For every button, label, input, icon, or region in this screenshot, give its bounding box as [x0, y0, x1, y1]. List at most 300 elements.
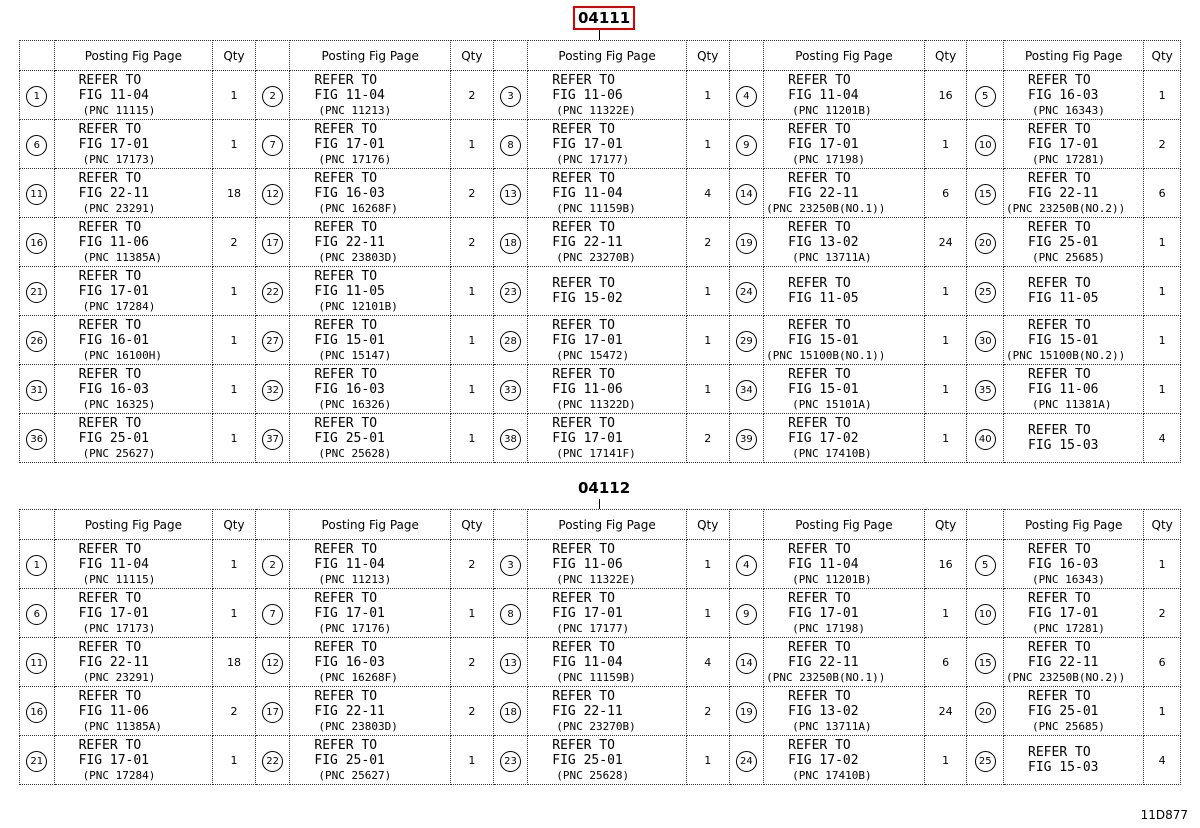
fig-page-text: FIG 17-01: [314, 605, 385, 621]
qty-cell: 1: [924, 316, 967, 365]
reference-cell: [1004, 365, 1144, 414]
refer-to-text: REFER TO: [788, 737, 851, 753]
drawing-code: 11D877: [1140, 808, 1188, 822]
reference-cell: [764, 589, 925, 638]
qty-cell: 1: [213, 267, 256, 316]
item-number-cell: [20, 687, 55, 736]
reference-cell: [764, 267, 925, 316]
fig-page-text: FIG 16-03: [314, 381, 385, 397]
qty-cell: 1: [1144, 218, 1181, 267]
refer-to-text: REFER TO: [788, 219, 851, 235]
item-number-cell: [967, 169, 1004, 218]
item-number-badge: 18: [500, 233, 521, 254]
reference-cell: [1004, 218, 1144, 267]
fig-page-text: FIG 17-01: [788, 605, 859, 621]
pnc-text: (PNC 11213): [318, 103, 392, 117]
item-number-cell: [729, 540, 764, 589]
pnc-text: (PNC 11322E): [556, 103, 636, 117]
refer-to-text: REFER TO: [788, 317, 851, 333]
pnc-text: (PNC 17410B): [792, 768, 872, 782]
item-number-cell: [493, 169, 528, 218]
refer-to-text: REFER TO: [788, 541, 851, 557]
refer-to-text: REFER TO: [552, 415, 615, 431]
item-number-badge: 19: [736, 702, 757, 723]
item-number-cell: [493, 687, 528, 736]
header-qty: Qty: [1144, 41, 1181, 71]
item-number-cell: [20, 71, 55, 120]
pnc-text: (PNC 11322E): [556, 572, 636, 586]
item-number-badge: 37: [262, 429, 283, 450]
item-number-cell: [729, 365, 764, 414]
fig-page-text: FIG 17-02: [788, 752, 859, 768]
reference-cell: [764, 169, 925, 218]
refer-to-text: REFER TO: [552, 688, 615, 704]
item-number-cell: [255, 540, 290, 589]
reference-cell: [1004, 169, 1144, 218]
item-number-badge: 5: [975, 555, 996, 576]
item-number-cell: [20, 316, 55, 365]
item-number-cell: [967, 589, 1004, 638]
item-number-badge: 15: [975, 184, 996, 205]
qty-cell: 24: [924, 218, 967, 267]
qty-cell: 4: [686, 169, 729, 218]
item-number-badge: 7: [262, 604, 283, 625]
reference-cell: [54, 169, 213, 218]
refer-to-text: REFER TO: [314, 541, 378, 557]
reference-cell: [54, 267, 213, 316]
refer-to-text: REFER TO: [314, 639, 378, 655]
qty-cell: 1: [451, 120, 494, 169]
fig-page-text: FIG 11-06: [552, 556, 623, 572]
refer-to-text: REFER TO: [1028, 745, 1091, 760]
pnc-text: (PNC 17281): [1032, 621, 1105, 635]
pnc-text: (PNC 23270B): [556, 719, 636, 733]
fig-page-text: FIG 11-04: [78, 556, 150, 572]
refer-to-text: REFER TO: [78, 170, 142, 186]
item-number-cell: [20, 638, 55, 687]
refer-to-text: REFER TO: [1028, 317, 1091, 333]
header-row: [20, 41, 1181, 71]
qty-cell: 1: [451, 736, 494, 785]
refer-to-text: REFER TO: [314, 737, 378, 753]
header-posting-fig-page: Posting Fig Page: [54, 41, 213, 71]
table-row: [20, 638, 1181, 687]
pnc-text: (PNC 25685): [1032, 250, 1105, 264]
fig-page-text: FIG 11-06: [552, 87, 623, 103]
table-row: [20, 169, 1181, 218]
reference-cell: [528, 687, 687, 736]
item-number-badge: 14: [736, 653, 757, 674]
reference-cell: [764, 687, 925, 736]
fig-page-text: FIG 22-11: [788, 185, 859, 201]
qty-cell: 1: [451, 267, 494, 316]
item-number-cell: [255, 414, 290, 463]
pnc-text: (PNC 17284): [82, 768, 156, 782]
fig-page-text: FIG 25-01: [1028, 234, 1099, 250]
item-number-cell: [967, 414, 1004, 463]
reference-cell: [528, 71, 687, 120]
item-number-cell: [255, 687, 290, 736]
pnc-text: (PNC 17410B): [792, 446, 872, 460]
qty-cell: 18: [213, 638, 256, 687]
refer-to-text: REFER TO: [78, 541, 142, 557]
qty-cell: 2: [213, 687, 256, 736]
table-row: [20, 540, 1181, 589]
reference-cell: [528, 638, 687, 687]
qty-cell: 1: [1144, 365, 1181, 414]
item-number-cell: [729, 638, 764, 687]
item-number-badge: 16: [26, 702, 47, 723]
pnc-text: (PNC 25627): [318, 768, 392, 782]
fig-page-text: FIG 17-01: [1028, 136, 1099, 152]
item-number-cell: [493, 218, 528, 267]
qty-cell: 2: [213, 218, 256, 267]
reference-cell: [1004, 736, 1144, 785]
qty-cell: 2: [451, 540, 494, 589]
item-number-badge: 30: [975, 331, 996, 352]
qty-cell: 1: [1144, 687, 1181, 736]
item-number-cell: [493, 414, 528, 463]
reference-cell: [290, 540, 451, 589]
item-number-badge: 31: [26, 380, 47, 401]
item-number-cell: [967, 540, 1004, 589]
fig-page-text: FIG 15-01: [788, 332, 859, 348]
item-number-cell: [493, 316, 528, 365]
qty-cell: 6: [1144, 169, 1181, 218]
item-number-badge: 22: [262, 751, 283, 772]
parts-table-04111: [19, 40, 1181, 463]
section-connector: [599, 30, 600, 40]
refer-to-text: REFER TO: [78, 72, 142, 88]
qty-cell: 1: [924, 267, 967, 316]
pnc-text: (PNC 25627): [82, 446, 156, 460]
pnc-text: (PNC 17284): [82, 299, 156, 313]
fig-page-text: FIG 15-03: [1028, 760, 1099, 775]
header-qty: Qty: [924, 41, 967, 71]
pnc-text: (PNC 11201B): [792, 572, 872, 586]
qty-cell: 16: [924, 71, 967, 120]
reference-cell: [54, 71, 213, 120]
fig-page-text: FIG 25-01: [1028, 703, 1099, 719]
fig-page-text: FIG 15-02: [552, 291, 623, 306]
item-number-cell: [493, 120, 528, 169]
item-number-badge: 9: [736, 135, 757, 156]
item-number-cell: [255, 736, 290, 785]
pnc-text: (PNC 16343): [1032, 103, 1105, 117]
pnc-text: (PNC 15472): [556, 348, 630, 362]
table-row: [20, 687, 1181, 736]
item-number-badge: 5: [975, 86, 996, 107]
qty-cell: 1: [451, 365, 494, 414]
pnc-text: (PNC 11381A): [1032, 397, 1112, 411]
pnc-text: (PNC 11159B): [556, 670, 636, 684]
table-row: [20, 589, 1181, 638]
refer-to-text: REFER TO: [1028, 688, 1091, 704]
reference-cell: [1004, 71, 1144, 120]
item-number-cell: [967, 365, 1004, 414]
pnc-text: (PNC 25685): [1032, 719, 1105, 733]
item-number-cell: [967, 638, 1004, 687]
fig-page-text: FIG 17-01: [552, 430, 623, 446]
fig-page-text: FIG 11-06: [78, 703, 150, 719]
refer-to-text: REFER TO: [1028, 170, 1091, 186]
table-row: [20, 267, 1181, 316]
item-number-badge: 10: [975, 135, 996, 156]
reference-cell: [528, 120, 687, 169]
refer-to-text: REFER TO: [552, 219, 615, 235]
item-number-badge: 29: [736, 331, 757, 352]
reference-cell: [54, 589, 213, 638]
refer-to-text: REFER TO: [552, 121, 615, 137]
fig-page-text: FIG 16-03: [1028, 87, 1099, 103]
item-number-badge: 6: [26, 604, 47, 625]
fig-page-text: FIG 22-11: [314, 234, 385, 250]
pnc-text: (PNC 11385A): [82, 719, 163, 733]
fig-page-text: FIG 22-11: [314, 703, 385, 719]
qty-cell: 1: [451, 316, 494, 365]
fig-page-text: FIG 11-04: [788, 87, 859, 103]
refer-to-text: REFER TO: [788, 72, 851, 88]
qty-cell: 6: [1144, 638, 1181, 687]
qty-cell: 4: [1144, 736, 1181, 785]
item-number-cell: [20, 120, 55, 169]
refer-to-text: REFER TO: [552, 639, 615, 655]
pnc-text: (PNC 23250B(NO.2)): [1006, 670, 1126, 684]
qty-cell: 6: [924, 169, 967, 218]
item-number-badge: 12: [262, 653, 283, 674]
qty-cell: 1: [213, 120, 256, 169]
item-number-cell: [729, 316, 764, 365]
refer-to-text: REFER TO: [1028, 276, 1091, 291]
item-number-badge: 28: [500, 331, 521, 352]
item-number-badge: 12: [262, 184, 283, 205]
fig-page-text: FIG 15-03: [1028, 438, 1099, 453]
item-number-cell: [967, 218, 1004, 267]
item-number-badge: 9: [736, 604, 757, 625]
item-number-badge: 10: [975, 604, 996, 625]
item-number-cell: [493, 71, 528, 120]
header-qty: Qty: [213, 41, 256, 71]
header-posting-fig-page: Posting Fig Page: [290, 41, 451, 71]
pnc-text: (PNC 11385A): [82, 250, 163, 264]
refer-to-text: REFER TO: [78, 219, 142, 235]
fig-page-text: FIG 11-06: [78, 234, 150, 250]
fig-page-text: FIG 22-11: [1028, 185, 1099, 201]
fig-page-text: FIG 15-01: [1028, 332, 1099, 348]
fig-page-text: FIG 25-01: [314, 752, 385, 768]
refer-to-text: REFER TO: [788, 590, 851, 606]
pnc-text: (PNC 17177): [556, 621, 630, 635]
item-number-cell: [729, 120, 764, 169]
item-number-badge: 24: [736, 751, 757, 772]
section-label-04112: 04112: [578, 479, 631, 497]
refer-to-text: REFER TO: [314, 317, 378, 333]
fig-page-text: FIG 11-04: [552, 185, 623, 201]
pnc-text: (PNC 13711A): [792, 719, 872, 733]
item-number-badge: 38: [500, 429, 521, 450]
item-number-badge: 3: [500, 555, 521, 576]
reference-cell: [1004, 316, 1144, 365]
header-qty: Qty: [924, 510, 967, 540]
pnc-text: (PNC 17173): [82, 152, 156, 166]
header-blank: [493, 510, 528, 540]
item-number-badge: 17: [262, 233, 283, 254]
qty-cell: 1: [686, 540, 729, 589]
qty-cell: 1: [686, 120, 729, 169]
item-number-badge: 27: [262, 331, 283, 352]
fig-page-text: FIG 22-11: [78, 654, 150, 670]
refer-to-text: REFER TO: [788, 688, 851, 704]
refer-to-text: REFER TO: [78, 590, 142, 606]
qty-cell: 1: [686, 71, 729, 120]
fig-page-text: FIG 16-03: [314, 185, 385, 201]
reference-cell: [528, 218, 687, 267]
fig-page-text: FIG 17-01: [78, 283, 150, 299]
qty-cell: 2: [686, 218, 729, 267]
fig-page-text: FIG 11-04: [788, 556, 859, 572]
qty-cell: 1: [686, 365, 729, 414]
qty-cell: 2: [451, 638, 494, 687]
item-number-badge: 13: [500, 653, 521, 674]
reference-cell: [528, 365, 687, 414]
qty-cell: 24: [924, 687, 967, 736]
item-number-badge: 4: [736, 555, 757, 576]
refer-to-text: REFER TO: [1028, 121, 1091, 137]
reference-cell: [1004, 638, 1144, 687]
qty-cell: 1: [686, 267, 729, 316]
reference-cell: [290, 169, 451, 218]
refer-to-text: REFER TO: [1028, 639, 1091, 655]
item-number-badge: 33: [500, 380, 521, 401]
item-number-cell: [255, 638, 290, 687]
reference-cell: [764, 638, 925, 687]
refer-to-text: REFER TO: [552, 541, 615, 557]
refer-to-text: REFER TO: [788, 415, 851, 431]
reference-cell: [54, 736, 213, 785]
item-number-cell: [967, 687, 1004, 736]
header-posting-fig-page: Posting Fig Page: [764, 41, 925, 71]
table-row: [20, 218, 1181, 267]
pnc-text: (PNC 15101A): [792, 397, 872, 411]
header-qty: Qty: [451, 41, 494, 71]
pnc-text: (PNC 23291): [82, 670, 156, 684]
pnc-text: (PNC 17176): [318, 621, 392, 635]
qty-cell: 1: [924, 589, 967, 638]
item-number-badge: 8: [500, 135, 521, 156]
qty-cell: 1: [924, 365, 967, 414]
reference-cell: [290, 638, 451, 687]
fig-page-text: FIG 15-01: [788, 381, 859, 397]
qty-cell: 1: [1144, 71, 1181, 120]
qty-cell: 1: [451, 414, 494, 463]
refer-to-text: REFER TO: [314, 170, 378, 186]
item-number-cell: [967, 736, 1004, 785]
reference-cell: [528, 267, 687, 316]
item-number-badge: 4: [736, 86, 757, 107]
pnc-text: (PNC 17173): [82, 621, 156, 635]
item-number-badge: 15: [975, 653, 996, 674]
reference-cell: [1004, 267, 1144, 316]
header-qty: Qty: [451, 510, 494, 540]
fig-page-text: FIG 17-01: [314, 136, 385, 152]
reference-cell: [764, 365, 925, 414]
pnc-text: (PNC 11115): [82, 103, 156, 117]
reference-cell: [54, 638, 213, 687]
header-qty: Qty: [686, 41, 729, 71]
qty-cell: 2: [451, 218, 494, 267]
qty-cell: 1: [213, 365, 256, 414]
item-number-cell: [967, 316, 1004, 365]
refer-to-text: REFER TO: [314, 366, 378, 382]
reference-cell: [54, 120, 213, 169]
refer-to-text: REFER TO: [788, 121, 851, 137]
qty-cell: 1: [924, 120, 967, 169]
section-connector: [599, 499, 600, 509]
fig-page-text: FIG 17-01: [78, 136, 150, 152]
fig-page-text: FIG 22-11: [788, 654, 859, 670]
item-number-badge: 21: [26, 751, 47, 772]
item-number-badge: 6: [26, 135, 47, 156]
item-number-cell: [967, 71, 1004, 120]
item-number-cell: [493, 736, 528, 785]
reference-cell: [764, 71, 925, 120]
pnc-text: (PNC 15100B(NO.2)): [1006, 348, 1126, 362]
qty-cell: 1: [686, 736, 729, 785]
header-blank: [255, 41, 290, 71]
header-qty: Qty: [213, 510, 256, 540]
reference-cell: [290, 218, 451, 267]
pnc-text: (PNC 16343): [1032, 572, 1105, 586]
item-number-cell: [20, 540, 55, 589]
reference-cell: [290, 71, 451, 120]
qty-cell: 1: [924, 414, 967, 463]
item-number-badge: 3: [500, 86, 521, 107]
reference-cell: [290, 589, 451, 638]
pnc-text: (PNC 23803D): [318, 250, 398, 264]
item-number-cell: [20, 414, 55, 463]
qty-cell: 1: [213, 540, 256, 589]
refer-to-text: REFER TO: [1028, 423, 1091, 438]
table-row: [20, 414, 1181, 463]
qty-cell: 16: [924, 540, 967, 589]
fig-page-text: FIG 11-05: [314, 283, 385, 299]
refer-to-text: REFER TO: [552, 276, 615, 291]
item-number-cell: [493, 589, 528, 638]
item-number-cell: [493, 638, 528, 687]
reference-cell: [528, 414, 687, 463]
reference-cell: [528, 589, 687, 638]
reference-cell: [528, 736, 687, 785]
qty-cell: 1: [686, 316, 729, 365]
header-blank: [967, 41, 1004, 71]
pnc-text: (PNC 12101B): [318, 299, 398, 313]
item-number-cell: [729, 736, 764, 785]
refer-to-text: REFER TO: [1028, 366, 1091, 382]
item-number-badge: 11: [26, 653, 47, 674]
pnc-text: (PNC 17198): [792, 152, 865, 166]
header-blank: [493, 41, 528, 71]
refer-to-text: REFER TO: [1028, 590, 1091, 606]
fig-page-text: FIG 13-02: [788, 234, 859, 250]
fig-page-text: FIG 16-03: [314, 654, 385, 670]
refer-to-text: REFER TO: [78, 688, 142, 704]
pnc-text: (PNC 23250B(NO.2)): [1006, 201, 1126, 215]
item-number-badge: 18: [500, 702, 521, 723]
refer-to-text: REFER TO: [552, 366, 615, 382]
reference-cell: [54, 218, 213, 267]
refer-to-text: REFER TO: [78, 366, 142, 382]
item-number-cell: [20, 736, 55, 785]
